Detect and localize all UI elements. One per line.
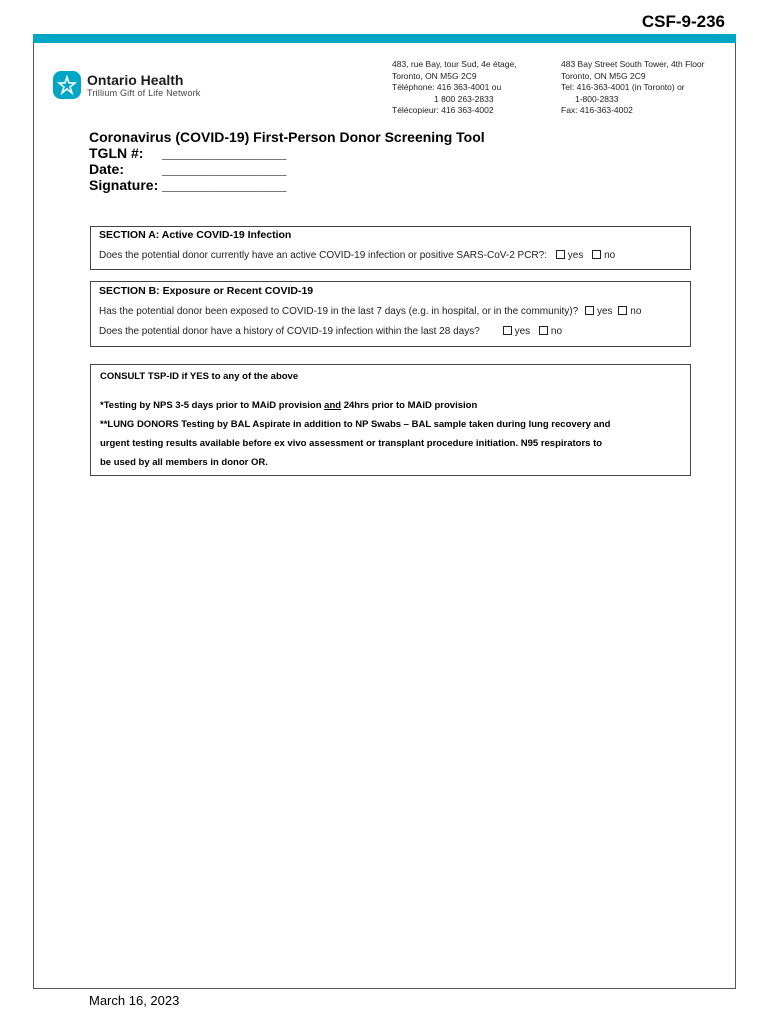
yes-checkbox[interactable] — [503, 326, 512, 335]
logo-name: Ontario Health — [87, 71, 184, 88]
ontario-health-logo — [53, 71, 201, 99]
no-checkbox[interactable] — [618, 306, 627, 315]
address-line: Téléphone: 416 363-4001 ou — [392, 82, 502, 92]
form-code: CSF-9-236 — [641, 12, 725, 31]
lung-donor-note: be used by all members in donor OR. — [100, 457, 268, 468]
address-english — [561, 59, 704, 117]
section-a-question: Does the potential donor currently have an active COVID-19 infection or positive SARS-CoV-2 PCR?: yes no — [99, 250, 616, 261]
yes-checkbox[interactable] — [585, 306, 594, 315]
yes-checkbox[interactable] — [556, 250, 565, 259]
address-line: 483 Bay Street South Tower, 4th Floor — [561, 59, 705, 69]
tgln-field[interactable]: TGLN #: ________________ — [89, 145, 287, 161]
lung-donor-note: **LUNG DONORS Testing by BAL Aspirate in addition to NP Swabs – BAL sample taken during lung recovery and — [100, 419, 611, 430]
signature-field[interactable]: Signature: ________________ — [89, 177, 287, 193]
section-b-question-exposure: Has the potential donor been exposed to COVID-19 in the last 7 days (e.g. in hospital, or in the community)? yes no — [99, 306, 642, 317]
section-b — [90, 281, 691, 347]
form-header — [89, 129, 485, 193]
address-line: 1 800 263-2833 — [434, 93, 494, 104]
testing-note: *Testing by NPS 3-5 days prior to MAiD provision and 24hrs prior to MAiD provision — [100, 400, 478, 411]
section-a-title: SECTION A: Active COVID-19 Infection — [99, 229, 292, 241]
footer-date: March 16, 2023 — [89, 993, 180, 1008]
section-b-question-history: Does the potential donor have a history of COVID-19 infection within the last 28 days? yes no — [99, 326, 563, 337]
address-line: 483, rue Bay, tour Sud, 4e étage, — [392, 59, 517, 69]
consult-notes — [90, 364, 691, 476]
address-line: Fax: 416-363-4002 — [561, 105, 633, 115]
address-line: Toronto, ON M5G 2C9 — [392, 70, 477, 81]
consult-heading: CONSULT TSP-ID if YES to any of the above — [100, 371, 299, 382]
address-line: Télécopieur: 416 363-4002 — [392, 105, 494, 115]
form-title: Coronavirus (COVID-19) First-Person Donor Screening Tool — [89, 129, 485, 145]
address-line: Toronto, ON M5G 2C9 — [561, 70, 646, 81]
section-a — [90, 226, 691, 270]
address-line: Tel: 416-363-4001 (in Toronto) or — [561, 82, 685, 92]
address-french — [392, 59, 517, 117]
header-bar — [33, 34, 736, 43]
section-b-title: SECTION B: Exposure or Recent COVID-19 — [99, 285, 314, 297]
no-checkbox[interactable] — [592, 250, 601, 259]
no-checkbox[interactable] — [539, 326, 548, 335]
logo-subtitle: Trillium Gift of Life Network — [87, 87, 201, 98]
address-line: 1-800-2833 — [575, 93, 619, 104]
trillium-icon — [53, 71, 81, 99]
lung-donor-note: urgent testing results available before ex vivo assessment or transplant procedure initiation. N95 respirators to — [100, 438, 603, 449]
date-field[interactable]: Date: ________________ — [89, 161, 287, 177]
